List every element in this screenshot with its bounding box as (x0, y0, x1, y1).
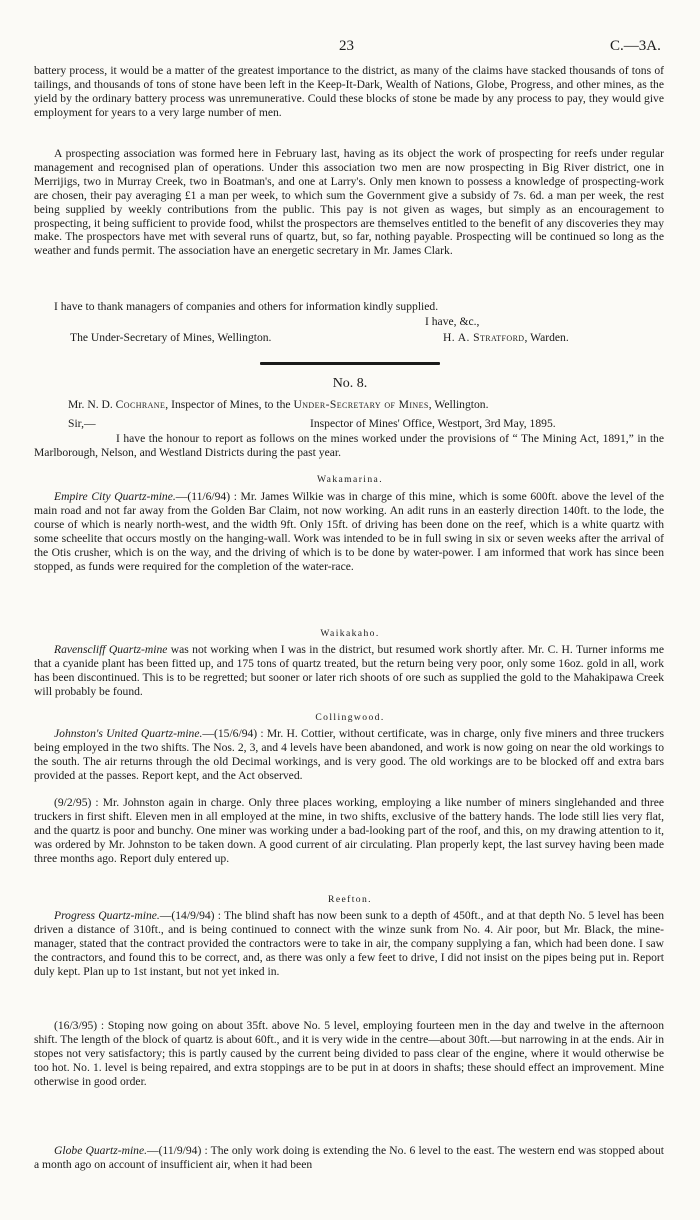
mine-name-empire-city: Empire City Quartz-mine. (54, 490, 176, 503)
paragraph-johnstons-2: (9/2/95) : Mr. Johnston again in charge. Only three places working, employing a like number of miners singlehanded and three truckers in first shift. Eleven men in all employed at the mine, in two shifts, exclusive of the battery hands. The lode still lies very flat, and the quartz is poor and bunchy. One miner was working under a bad-looking part of the roof, and this, on my drawing attention to it, was ordered by Mr. Johnston to be taken down. A good current of air circulating. Plan properly kept, the last survey having been made three months ago. Report duly entered up. (34, 796, 664, 865)
warden-signature-role: , Warden. (524, 331, 569, 344)
mine-name-globe: Globe Quartz-mine. (54, 1144, 148, 1157)
warden-signature-name: H. A. Stratford (443, 331, 525, 344)
warden-paragraph-3: I have to thank managers of companies and others for information kindly supplied. (54, 300, 439, 313)
from-mid: , Inspector of Mines, to the (165, 398, 294, 411)
mine-text-empire-city: —(11/6/94) : Mr. James Wilkie was in charge of this mine, which is some 600ft. above the level of the main road and not far away from the Golden Bar Claim, not now working. An adit runs in an easterly direction 140ft. to the lode, the course of which is nearly north-west, and the width 9ft. Only 15ft. of driving has been done on the reef, which is a white quartz with some scheelite that occurs mostly on the hanging-wall. Work was intended to be in full swing in six or seven weeks after the arrival of the Otis crusher, which is on the way, and the driving of which is to be done by water-power. I am informed that work has since been stopped, as funds were required for the completion of the water-race. (34, 490, 664, 573)
paragraph-empire-city (34, 490, 664, 573)
section-divider (260, 362, 440, 365)
recipient-name: Under-Secretary of Mines (293, 398, 429, 411)
paragraph-progress-1 (34, 909, 664, 979)
salutation: Sir,— (68, 417, 96, 430)
mine-name-ravenscliff: Ravenscliff Quartz-mine (54, 643, 168, 656)
office-line: Inspector of Mines' Office, Westport, 3rd May, 1895. (310, 417, 556, 430)
to-suffix: , Wellington. (428, 398, 489, 411)
addressee-line: The Under-Secretary of Mines, Wellington. (70, 331, 272, 344)
section-number: No. 8. (332, 376, 368, 391)
district-heading-collingwood: Collingwood. (315, 712, 385, 723)
mine-name-johnstons: Johnston's United Quartz-mine. (54, 727, 203, 740)
paragraph-progress-2: (16/3/95) : Stoping now going on about 35ft. above No. 5 level, employing fourteen men in the day and twelve in the afternoon shift. The length of the block of quartz is about 60ft., and it is very wide in the centre—about 30ft.—but narrowing in at the ends. Air in stopes not very satisfactory; this is partly caused by the current being divided to pass clear of the engine, where it would otherwise be too hot. No. 1. level is being repaired, and extra stoppings are to be put in at doors in shafts; these should effect an improvement. Mine otherwise in good order. (34, 1019, 664, 1088)
from-prefix: Mr. N. D. (68, 398, 116, 411)
document-code: C.—3A. (610, 38, 661, 54)
warden-signature (443, 331, 569, 344)
letter-header-line (68, 398, 488, 411)
mine-text-globe: —(11/9/94) : The only work doing is extending the No. 6 level to the east. The western end was stopped about a month ago on account of insufficient air, when it had been (34, 1144, 664, 1171)
district-heading-waikakaho: Waikakaho. (320, 628, 380, 639)
closing-line: I have, &c., (425, 315, 480, 328)
mine-name-progress: Progress Quartz-mine. (54, 909, 160, 922)
mine-text-progress-1: —(14/9/94) : The blind shaft has now been sunk to a depth of 450ft., and at that depth No. 5 level has been driven a distance of 310ft., and is being continued to connect with the winze sunk from No. 4. Air poor, but Mr. Black, the mine-manager, stated that the contract provided the contractors were to take in air, the company supplying a fan, which had been done. I saw the contractors, and found this to be correct, and, as there was only a few feet to drive, I did not insist on the pipes being put in. Report duly kept. Plan up to 1st instant, but not yet inked in. (34, 909, 664, 978)
paragraph-globe (34, 1144, 664, 1172)
mine-text-ravenscliff: was not working when I was in the district, but resumed work shortly after. Mr. C. H. Turner informs me that a cyanide plant has been fitted up, and 175 tons of quartz treated, but the return being very poor, only some 16oz. gold in all, work has been discontinued. This is to be regretted; but sooner or later rich shoots of ore such as supplied the gold to the Mahakipawa Creek will probably be found. (34, 643, 664, 698)
mine-text-johnstons-1: —(15/6/94) : Mr. H. Cottier, without certificate, was in charge, only five miners and three truckers being employed in the two shifts. The Nos. 2, 3, and 4 levels have been abandoned, and work is now going on near the old workings to the south. The air returns through the old Decimal workings, and is very good. The old workings are to be blocked off and extra bars provided at the passes. Report kept, and the Act observed. (34, 727, 664, 782)
warden-paragraph-1: battery process, it would be a matter of the greatest importance to the district, as many of the claims have stacked thousands of tons of tailings, and thousands of tons of stone have been left in the Keep-It-Dark, Wealth of Nations, Globe, Progress, and other mines, as the yield by the ordinary battery process was unremunerative. Could these blocks of stone be made by any process to pay, they would give employment for years to a very large number of men. (34, 64, 664, 119)
letter-intro: I have the honour to report as follows on the mines worked under the provisions of “ The Mining Act, 1891,” in the Marlborough, Nelson, and Westland Districts during the past year. (34, 432, 664, 459)
paragraph-ravenscliff (34, 643, 664, 699)
district-heading-reefton: Reefton. (328, 894, 372, 905)
district-heading-wakamarina: Wakamarina. (316, 474, 384, 485)
paragraph-johnstons-1 (34, 727, 664, 783)
warden-paragraph-2: A prospecting association was formed here in February last, having as its object the work of prospecting for reefs under regular management and recognised plan of operations. Under this association two men are now prospecting in Big River district, one in Merrijigs, two in Murray Creek, two in Boatman's, and one at Larry's. Only men known to possess a knowledge of prospecting-work are chosen, their pay averaging £1 a man per week, to which sum the Government give a subsidy of 7s. 6d. a man per week, the rest being supplied by weekly contributions from the public. This pay is not given as wages, but simply as an encouragement to prospecting, it being sufficient to provide food, whilst the prospectors are themselves entitled to the benefit of any discoveries they may make. The prospectors have met with several runs of quartz, but, so far, nothing payable. Prospecting will be continued so long as the weather and funds permit. The association have an energetic secretary in Mr. James Clark. (34, 147, 664, 258)
inspector-name: Cochrane (115, 398, 166, 411)
page-number: 23 (339, 38, 354, 54)
